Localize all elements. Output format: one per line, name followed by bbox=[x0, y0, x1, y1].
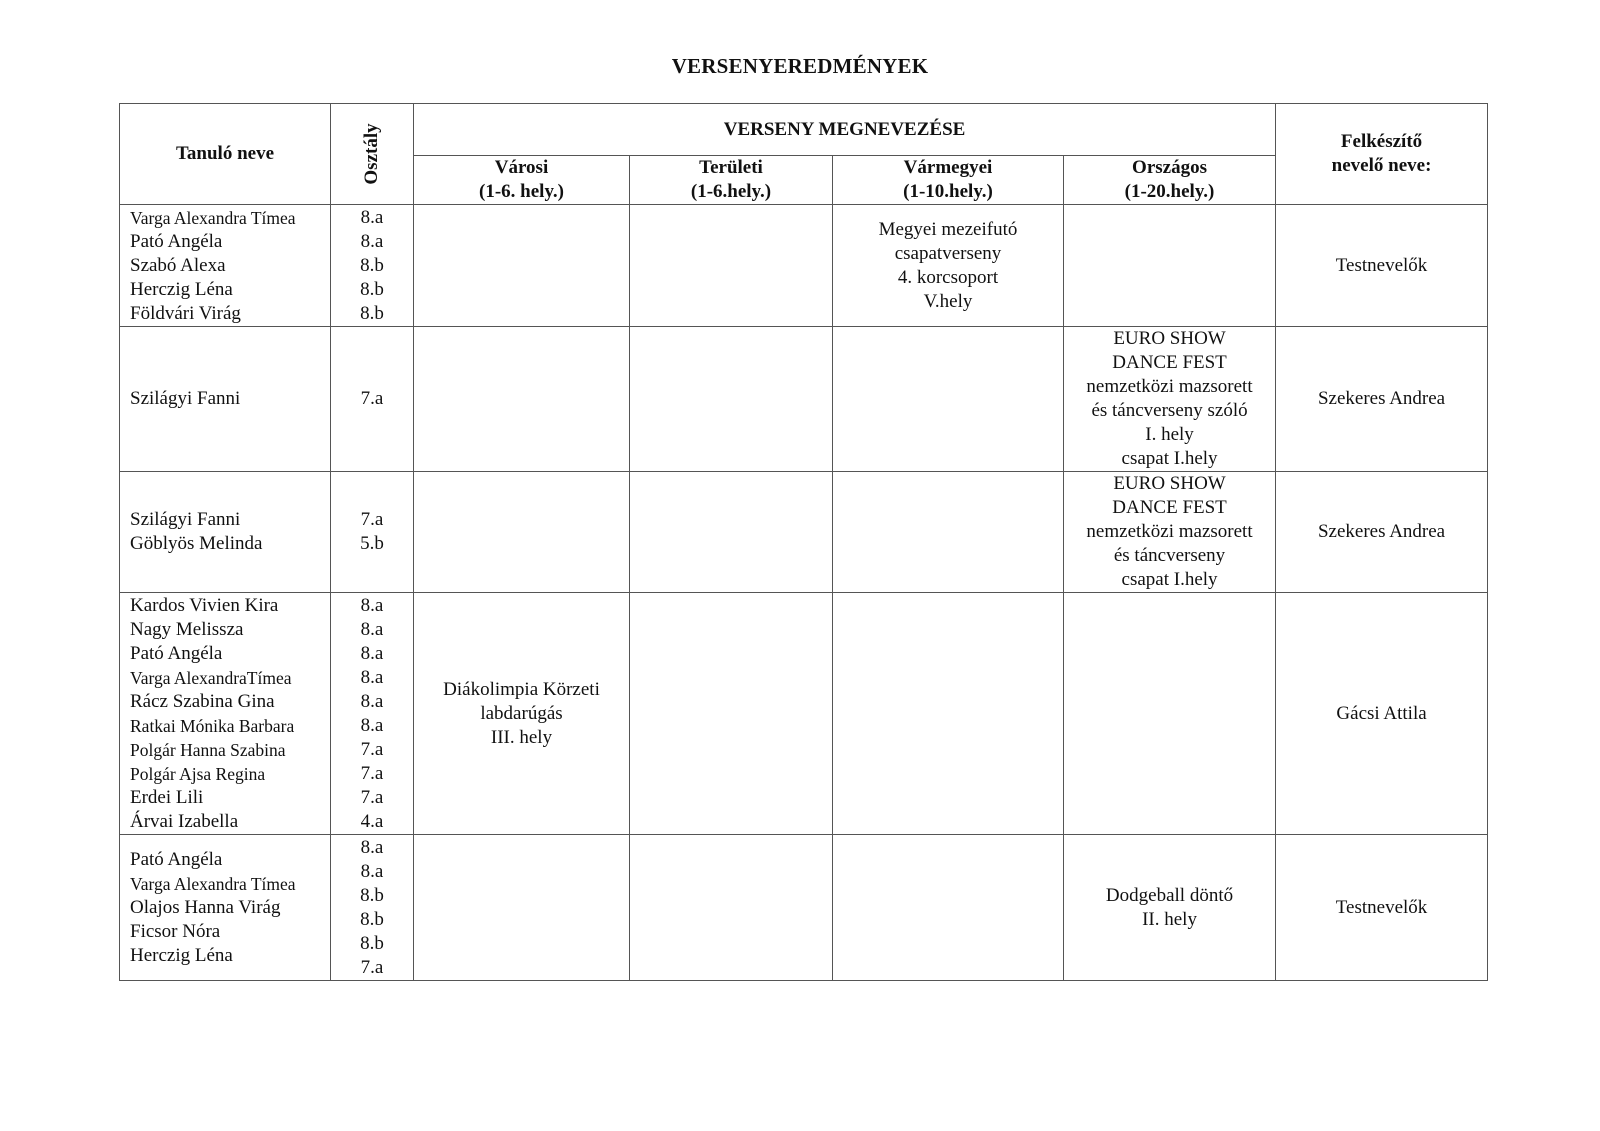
result-line: nemzetközi mazsorett bbox=[1086, 376, 1253, 397]
varmegyei-result-cell bbox=[833, 327, 1064, 472]
teacher-cell bbox=[1276, 327, 1488, 472]
class-value: 5.b bbox=[360, 533, 384, 554]
class-value: 8.b bbox=[360, 908, 384, 930]
result-line: III. hely bbox=[490, 726, 553, 748]
teruleti-result-cell bbox=[630, 472, 833, 593]
student-name: Pató Angéla bbox=[130, 230, 223, 252]
student-name: Polgár Ajsa Regina bbox=[130, 763, 266, 784]
class-value: 8.a bbox=[360, 666, 384, 688]
teruleti-result-cell bbox=[630, 327, 833, 472]
class-value: 8.b bbox=[360, 278, 384, 300]
teacher-name: Szekeres Andrea bbox=[1317, 388, 1446, 409]
student-name: Szilágyi Fanni bbox=[130, 509, 241, 530]
table-row bbox=[120, 835, 1488, 981]
class-cell bbox=[331, 835, 414, 981]
class-value: 8.a bbox=[360, 230, 384, 252]
teruleti-result-cell bbox=[630, 593, 833, 835]
class-value: 8.a bbox=[360, 642, 384, 664]
class-cell bbox=[331, 593, 414, 835]
teruleti-result-cell bbox=[630, 835, 833, 981]
header-class-label: Osztály bbox=[361, 123, 382, 185]
teacher-name: Testnevelők bbox=[1335, 254, 1428, 276]
class-value: 8.a bbox=[360, 836, 384, 858]
result-line: 4. korcsoport bbox=[897, 266, 999, 288]
result-line: Megyei mezeifutó bbox=[878, 218, 1018, 240]
level-name: Városi bbox=[494, 157, 549, 178]
teacher-cell bbox=[1276, 593, 1488, 835]
result-line: EURO SHOW bbox=[1113, 473, 1226, 494]
document-title: VERSENYEREDMÉNYEK bbox=[671, 54, 929, 78]
level-name: Területi bbox=[699, 157, 763, 178]
header-student-name: Tanuló neve bbox=[120, 104, 331, 205]
level-range: (1-20.hely.) bbox=[1124, 181, 1215, 202]
student-name: Herczig Léna bbox=[130, 944, 233, 966]
student-names-cell bbox=[120, 835, 331, 981]
varosi-result-cell bbox=[414, 327, 630, 472]
result-line: csapat I.hely bbox=[1121, 448, 1218, 469]
student-name: Földvári Virág bbox=[130, 302, 241, 324]
varosi-result-cell bbox=[414, 835, 630, 981]
result-line: labdarúgás bbox=[480, 702, 563, 724]
table-row bbox=[120, 205, 1488, 327]
header-level-orszagos bbox=[1064, 156, 1276, 205]
result-line: és táncverseny bbox=[1113, 545, 1226, 566]
class-value: 8.a bbox=[360, 690, 384, 712]
header-teacher-line2: nevelő neve: bbox=[1331, 155, 1432, 176]
class-cell bbox=[331, 205, 414, 327]
result-line: DANCE FEST bbox=[1112, 352, 1227, 373]
student-name: Göblyös Melinda bbox=[130, 533, 263, 554]
results-body bbox=[120, 205, 1488, 981]
orszagos-result-cell bbox=[1064, 327, 1276, 472]
teacher-name: Szekeres Andrea bbox=[1317, 521, 1446, 542]
result-line: csapat I.hely bbox=[1121, 569, 1218, 590]
header-level-teruleti bbox=[630, 156, 833, 205]
table-row bbox=[120, 593, 1488, 835]
result-line: Diákolimpia Körzeti bbox=[443, 678, 600, 700]
student-name: Varga Alexandra Tímea bbox=[130, 207, 296, 228]
class-value: 7.a bbox=[360, 509, 384, 530]
student-name: Árvai Izabella bbox=[130, 810, 239, 832]
level-name: Országos bbox=[1132, 157, 1207, 178]
table-row bbox=[120, 472, 1488, 593]
student-name: Varga AlexandraTímea bbox=[130, 667, 292, 688]
class-value: 8.a bbox=[360, 594, 384, 616]
result-line: és táncverseny szóló bbox=[1091, 400, 1248, 421]
student-name: Nagy Melissza bbox=[130, 618, 244, 640]
result-line: DANCE FEST bbox=[1112, 497, 1227, 518]
result-line: EURO SHOW bbox=[1113, 328, 1226, 349]
header-teacher bbox=[1276, 104, 1488, 205]
class-value: 8.a bbox=[360, 860, 384, 882]
teacher-cell bbox=[1276, 472, 1488, 593]
varmegyei-result-cell bbox=[833, 835, 1064, 981]
class-value: 7.a bbox=[360, 738, 384, 760]
student-names-cell bbox=[120, 472, 331, 593]
result-line: csapatverseny bbox=[894, 242, 1002, 264]
student-name: Ratkai Mónika Barbara bbox=[130, 715, 295, 736]
orszagos-result-cell bbox=[1064, 205, 1276, 327]
varmegyei-result-cell bbox=[833, 205, 1064, 327]
student-name: Ficsor Nóra bbox=[130, 920, 221, 942]
result-line: I. hely bbox=[1145, 424, 1194, 445]
class-value: 8.a bbox=[360, 714, 384, 736]
student-name: Kardos Vivien Kira bbox=[130, 594, 279, 616]
class-cell bbox=[331, 472, 414, 593]
level-range: (1-6.hely.) bbox=[690, 181, 772, 202]
varmegyei-result-cell bbox=[833, 593, 1064, 835]
orszagos-result-cell bbox=[1064, 593, 1276, 835]
varmegyei-result-cell bbox=[833, 472, 1064, 593]
class-value: 8.b bbox=[360, 302, 384, 324]
varosi-result-cell bbox=[414, 205, 630, 327]
varosi-result-cell bbox=[414, 593, 630, 835]
class-value: 8.a bbox=[360, 206, 384, 228]
student-name: Erdei Lili bbox=[130, 786, 204, 808]
level-name: Vármegyei bbox=[903, 157, 993, 178]
header-level-varmegyei bbox=[833, 156, 1064, 205]
student-name: Pató Angéla bbox=[130, 642, 223, 664]
result-line: Dodgeball döntő bbox=[1105, 884, 1234, 906]
level-range: (1-10.hely.) bbox=[903, 181, 993, 202]
class-value: 8.b bbox=[360, 932, 384, 954]
student-name: Herczig Léna bbox=[130, 278, 233, 300]
header-class bbox=[331, 104, 414, 205]
class-value: 8.b bbox=[360, 254, 384, 276]
class-value: 8.b bbox=[360, 884, 384, 906]
student-name: Polgár Hanna Szabina bbox=[130, 739, 286, 760]
class-value: 8.a bbox=[360, 618, 384, 640]
student-name: Pató Angéla bbox=[130, 848, 223, 870]
student-name: Olajos Hanna Virág bbox=[130, 896, 281, 918]
table-row bbox=[120, 327, 1488, 472]
student-names-cell bbox=[120, 327, 331, 472]
teacher-cell bbox=[1276, 205, 1488, 327]
teacher-name: Gácsi Attila bbox=[1336, 702, 1427, 724]
varosi-result-cell bbox=[414, 472, 630, 593]
result-line: nemzetközi mazsorett bbox=[1086, 521, 1253, 542]
class-cell bbox=[331, 327, 414, 472]
teacher-cell bbox=[1276, 835, 1488, 981]
teruleti-result-cell bbox=[630, 205, 833, 327]
results-table bbox=[119, 103, 1488, 981]
class-value: 7.a bbox=[360, 388, 384, 409]
header-teacher-line1: Felkészítő bbox=[1340, 131, 1423, 152]
student-names-cell bbox=[120, 205, 331, 327]
class-value: 4.a bbox=[360, 810, 384, 832]
student-name: Varga Alexandra Tímea bbox=[130, 873, 296, 894]
class-value: 7.a bbox=[360, 762, 384, 784]
student-names-cell bbox=[120, 593, 331, 835]
orszagos-result-cell bbox=[1064, 472, 1276, 593]
level-range: (1-6. hely.) bbox=[479, 181, 564, 202]
student-name: Rácz Szabina Gina bbox=[130, 690, 275, 712]
result-line: II. hely bbox=[1142, 908, 1197, 930]
header-competition: VERSENY MEGNEVEZÉSE bbox=[414, 104, 1276, 156]
class-value: 7.a bbox=[360, 786, 384, 808]
student-name: Szabó Alexa bbox=[130, 254, 226, 276]
result-line: V.hely bbox=[923, 290, 973, 312]
teacher-name: Testnevelők bbox=[1335, 896, 1428, 918]
class-value: 7.a bbox=[360, 956, 384, 978]
header-level-varosi bbox=[414, 156, 630, 205]
orszagos-result-cell bbox=[1064, 835, 1276, 981]
student-name: Szilágyi Fanni bbox=[130, 388, 241, 409]
